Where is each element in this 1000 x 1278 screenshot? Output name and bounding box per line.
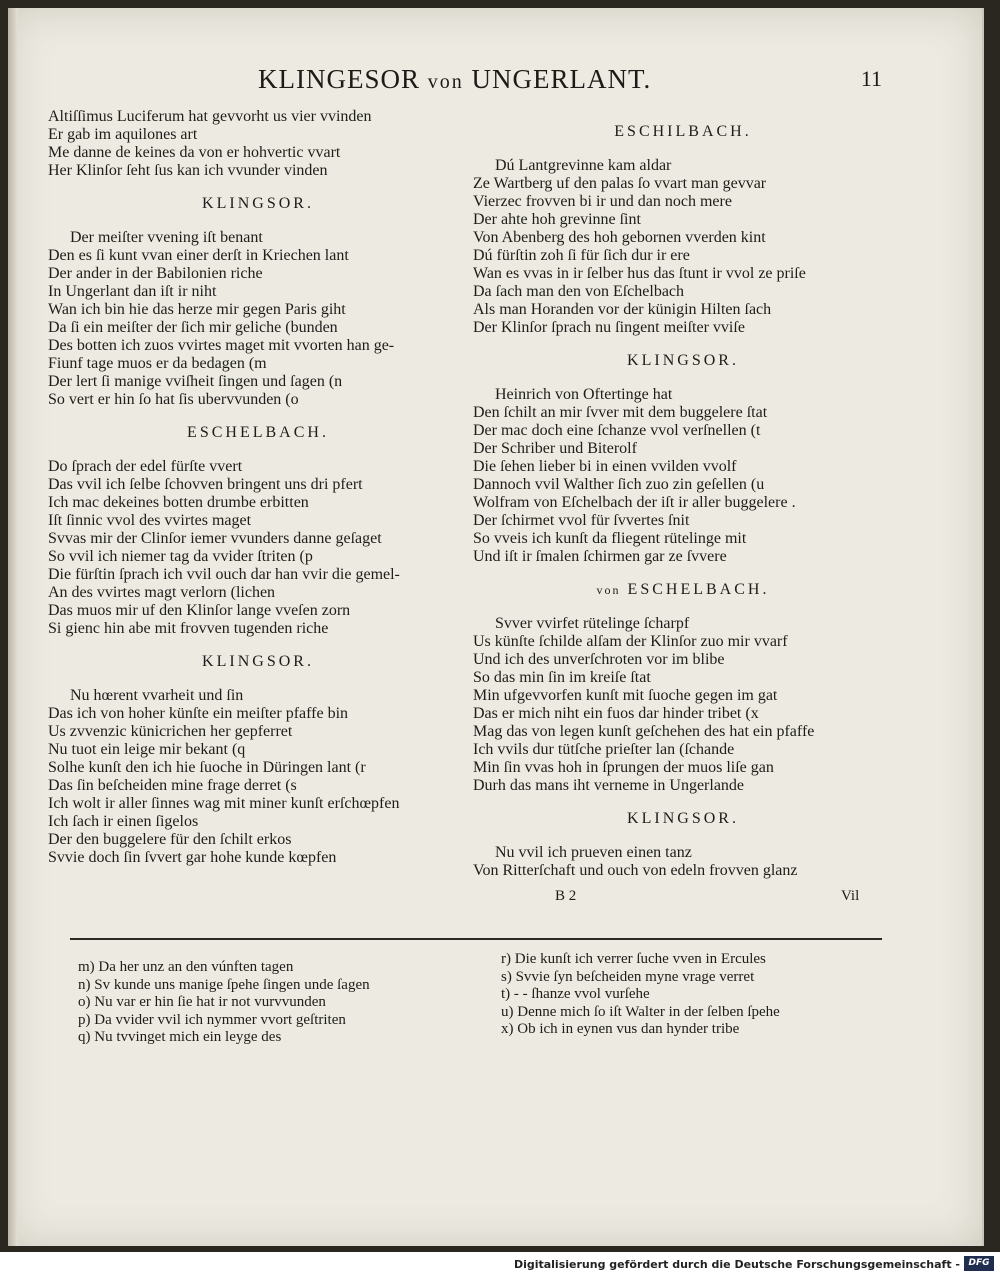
- verse-line: Svvie doch ſin ſvvert gar hohe kunde kœpfen: [48, 849, 337, 866]
- verse-line: Den es ſi kunt vvan einer derſt in Kriechen lant: [48, 247, 349, 264]
- verse-line: Me danne de keines da von er hohvertic vvart: [48, 144, 341, 161]
- verse-line: Von Abenberg des hoh gebornen vverden kint: [473, 229, 766, 246]
- verse-line: Die fürſtin ſprach ich vvil ouch dar han vvir die gemel-: [48, 566, 400, 583]
- running-header: [8, 58, 982, 98]
- verse-line: Nu tuot ein leige mir bekant (q: [48, 741, 246, 758]
- section-heading: KLINGSOR.: [627, 810, 739, 827]
- verse-line: Dannoch vvil Walther ſich zuo zin geſellen (u: [473, 476, 765, 493]
- page-number: 11: [860, 66, 882, 91]
- verse-line: Das vvil ich ſelbe ſchovven bringent uns dri pfert: [48, 476, 363, 493]
- verse-line: Als man Horanden vor der künigin Hilten ſach: [473, 301, 772, 318]
- verse-line: Us künſte ſchilde alſam der Klinſor zuo mir vvarf: [473, 633, 788, 650]
- section-heading: KLINGSOR.: [202, 195, 314, 212]
- verse-line: Der den buggelere für den ſchilt erkos: [48, 831, 292, 848]
- footnote-rule: [70, 938, 882, 940]
- verse-line: Mag das von legen kunſt geſchehen des hat ein pfaffe: [473, 723, 815, 740]
- section-heading: KLINGSOR.: [627, 352, 739, 369]
- heading-text: ESCHELBACH.: [627, 581, 770, 598]
- verse-line: Vierzec frovven bi ir und dan noch mere: [473, 193, 732, 210]
- verse-line: Ich vvils dur tütſche prieſter lan (ſchande: [473, 741, 735, 758]
- book-page: [8, 8, 984, 1246]
- verse-line: Fiunf tage muos er da bedagen (m: [48, 355, 267, 372]
- title-right: UNGERLANT.: [471, 64, 652, 94]
- verse-line: Wolfram von Eſchelbach der iſt ir aller buggelere .: [473, 494, 796, 511]
- verse-line: Svver vvirfet rütelinge ſcharpf: [495, 615, 690, 632]
- verse-line: Min ſin vvas hoh in ſprungen der muos liſe gan: [473, 759, 774, 776]
- verse-line: Ze Wartberg uf den palas ſo vvart man gevvar: [473, 175, 767, 192]
- verse-line: Von Ritterſchaft und ouch von edeln frovven glanz: [473, 862, 798, 879]
- verse-line: Das ich von hoher künſte ein meiſter pfaffe bin: [48, 705, 349, 722]
- footnote-p: p) Da vvider vvil ich nymmer vvort geſtriten: [78, 1011, 346, 1028]
- verse-line: Altiſſimus Luciferum hat gevvorht us vier vvinden: [48, 108, 372, 125]
- footnote-o: o) Nu var er hin ſie hat ir not vurvvunden: [78, 994, 326, 1011]
- verse-line: Iſt ſinnic vvol des vvirtes maget: [48, 512, 252, 529]
- verse-line: Und iſt ir ſmalen ſchirmen gar ze ſvvere: [473, 548, 727, 565]
- verse-line: Der ander in der Babilonien riche: [48, 265, 263, 282]
- verse-line: Die ſehen lieber bi in einen vvilden vvolf: [473, 458, 737, 475]
- verse-line: Der ſchirmet vvol für ſvvertes ſnit: [473, 512, 690, 529]
- verse-line: Svvas mir der Clinſor iemer vvunders danne geſaget: [48, 530, 382, 547]
- verse-line: Nu hœrent vvarheit und ſin: [70, 687, 244, 704]
- verse-line: In Ungerlant dan iſt ir niht: [48, 283, 217, 300]
- footnote-r: r) Die kunſt ich verrer ſuche vven in Ercules: [501, 951, 766, 967]
- verse-line: Do ſprach der edel fürſte vvert: [48, 458, 243, 475]
- verse-line: Das muos mir uf den Klinſor lange vveſen zorn: [48, 602, 351, 619]
- signature-mark: B 2: [555, 888, 577, 904]
- verse-line: Us zvvenzic künicrichen her gepferret: [48, 723, 293, 740]
- verse-line: Nu vvil ich prueven einen tanz: [495, 844, 692, 861]
- verse-line: Ich ſach ir einen ſigelos: [48, 813, 199, 830]
- footnote-n: n) Sv kunde uns manige ſpehe ſingen unde ſagen: [78, 976, 370, 993]
- heading-von: von: [596, 583, 621, 597]
- funding-credit: Digitalisierung gefördert durch die Deutsche Forschungsgemeinschaft -: [513, 1258, 960, 1271]
- footnotes-left: [78, 959, 370, 1047]
- section-heading: [473, 581, 893, 599]
- verse-line: So vvil ich niemer tag da vvider ſtriten (p: [48, 548, 313, 565]
- verse-line: Min ufgevvorfen kunſt mit ſuoche gegen im gat: [473, 687, 778, 704]
- verse-line: Solhe kunſt den ich hie ſuoche in Düringen lant (r: [48, 759, 366, 776]
- footnote-t: t) - - ſhanze vvol vurſehe: [501, 986, 650, 1003]
- footnote-x: x) Ob ich in eynen vus dan hynder tribe: [501, 1021, 740, 1038]
- verse-line: Er gab im aquilones art: [48, 126, 198, 143]
- verse-line: Das er mich niht ein fuos dar hinder tribet (x: [473, 705, 759, 722]
- verse-line: Der ahte hoh grevinne ſint: [473, 211, 641, 228]
- verse-line: Ich wolt ir aller ſinnes wag mit miner kunſt erſchœpfen: [48, 795, 400, 812]
- verse-line: Der Klinſor ſprach nu ſingent meiſter vviſe: [473, 319, 745, 336]
- footnotes-right: [501, 951, 780, 1039]
- verse-line: Der mac doch eine ſchanze vvol verſnellen (t: [473, 422, 761, 439]
- verse-line: Der Schriber und Biterolf: [473, 440, 637, 457]
- verse-line: Das ſin beſcheiden mine frage derret (s: [48, 777, 297, 794]
- verse-line: Si gienc hin abe mit frovven tugenden riche: [48, 620, 329, 637]
- verse-line: Dú fürſtin zoh ſi für ſich dur ir ere: [473, 247, 690, 264]
- dfg-logo: DFG: [964, 1256, 994, 1271]
- section-heading: ESCHELBACH.: [187, 424, 329, 441]
- verse-line: Des botten ich zuos vvirtes maget mit vvorten han ge-: [48, 337, 395, 354]
- verse-line: Der meiſter vvening iſt benant: [70, 229, 263, 246]
- footnote-q: q) Nu tvvinget mich ein leyge des: [78, 1029, 282, 1046]
- verse-line: Her Klinſor ſeht ſus kan ich vvunder vinden: [48, 162, 328, 179]
- verse-line: Heinrich von Oftertinge hat: [495, 386, 673, 403]
- verse-line: Durh das mans iht verneme in Ungerlande: [473, 777, 745, 794]
- verse-line: Wan ich bin hie das herze mir gegen Paris giht: [48, 301, 346, 318]
- title-left: KLINGESOR: [258, 64, 420, 94]
- verse-line: So das min ſin im kreiſe ſtat: [473, 669, 651, 686]
- verse-line: Da ſi ein meiſter der ſich mir geliche (bunden: [48, 319, 338, 336]
- footnote-s: s) Svvie ſyn beſcheiden myne vrage verret: [501, 968, 755, 985]
- verse-line: Und ich des unverſchroten vor im blibe: [473, 651, 725, 668]
- verse-line: Ich mac dekeines botten drumbe erbitten: [48, 494, 309, 511]
- running-title: [258, 64, 651, 95]
- verse-line: So vert er hin ſo hat ſis ubervvunden (o: [48, 391, 299, 408]
- left-column: [48, 108, 468, 867]
- verse-line: Wan es vvas in ir ſelber hus das ſtunt ir vvol ze priſe: [473, 265, 806, 282]
- section-heading: ESCHILBACH.: [614, 123, 752, 140]
- title-von: von: [427, 71, 464, 93]
- verse-line: An des vvirtes magt verlorn (lichen: [48, 584, 276, 601]
- verse-line: Den ſchilt an mir ſvver mit dem buggelere ſtat: [473, 404, 768, 421]
- footnote-m: m) Da her unz an den vúnften tagen: [78, 959, 294, 975]
- right-column: [473, 108, 893, 880]
- page-spine-shadow: [8, 8, 18, 1246]
- verse-line: Da ſach man den von Eſchelbach: [473, 283, 685, 300]
- footnote-u: u) Denne mich ſo iſt Walter in der ſelben ſpehe: [501, 1003, 780, 1020]
- verse-line: Dú Lantgrevinne kam aldar: [495, 157, 672, 174]
- verse-line: Der lert ſi manige vviſheit ſingen und ſagen (n: [48, 373, 343, 390]
- section-heading: KLINGSOR.: [202, 653, 314, 670]
- catchword: Vil: [841, 888, 860, 904]
- verse-line: So vveis ich kunſt da fliegent rütelinge mit: [473, 530, 747, 547]
